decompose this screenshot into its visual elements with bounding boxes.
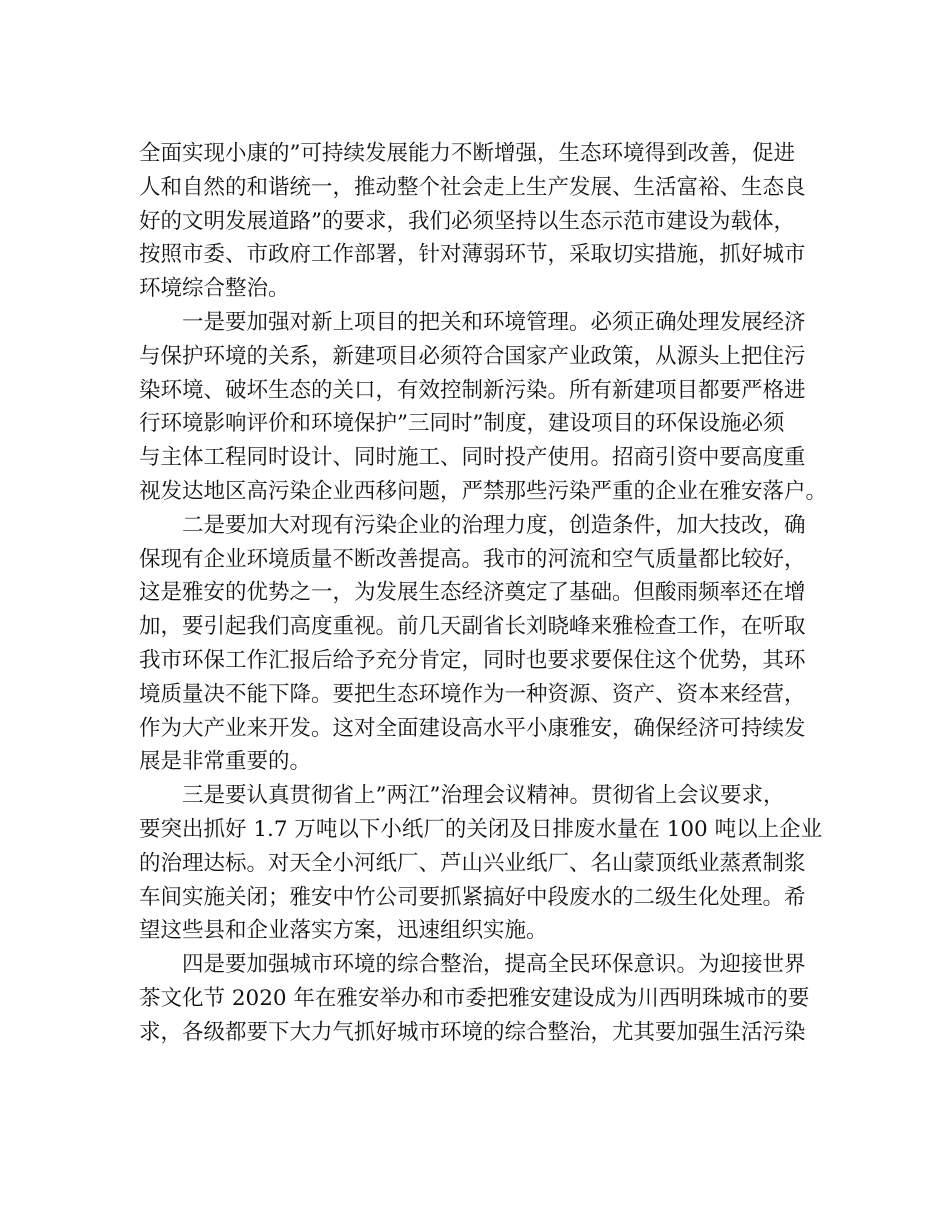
text-line: 人和自然的和谐统一，推动整个社会走上生产发展、生活富裕、生态良 bbox=[139, 174, 806, 200]
text-line: 染环境、破坏生态的关口，有效控制新污染。所有新建项目都要严格进 bbox=[139, 377, 806, 403]
text-line: 一是要加强对新上项目的把关和环境管理。必须正确处理发展经济 bbox=[182, 309, 806, 335]
paragraph bbox=[139, 779, 829, 948]
text-line: 作为大产业来开发。这对全面建设高水平小康雅安，确保经济可持续发 bbox=[139, 715, 806, 741]
text-line: 二是要加大对现有污染企业的治理力度，创造条件，加大技改，确 bbox=[182, 512, 806, 538]
text-line: 环境综合整治。 bbox=[139, 276, 290, 302]
text-line: 加，要引起我们高度重视。前几天副省长刘晓峰来雅检查工作，在听取 bbox=[139, 614, 806, 640]
text-line: 与保护环境的关系，新建项目必须符合国家产业政策，从源头上把住污 bbox=[139, 343, 806, 369]
text-line: 茶文化节 2020 年在雅安举办和市委把雅安建设成为川西明珠城市的要 bbox=[139, 985, 810, 1011]
text-line: 行环境影响评价和环境保护”三同时”制度，建设项目的环保设施必须 bbox=[139, 411, 785, 437]
text-line: 我市环保工作汇报后给予充分肯定，同时也要求要保住这个优势，其环 bbox=[139, 647, 806, 673]
paragraph bbox=[139, 948, 829, 1049]
paragraph bbox=[139, 509, 829, 779]
paragraph bbox=[139, 137, 829, 306]
text-line: 要突出抓好 1.7 万吨以下小纸厂的关闭及日排废水量在 100 吨以上企业 bbox=[139, 816, 823, 842]
text-line: 视发达地区高污染企业西移问题，严禁那些污染严重的企业在雅安落户。 bbox=[139, 478, 828, 504]
paragraph bbox=[139, 306, 829, 509]
text-line: 车间实施关闭；雅安中竹公司要抓紧搞好中段废水的二级生化处理。希 bbox=[139, 884, 806, 910]
text-line: 按照市委、市政府工作部署，针对薄弱环节，采取切实措施，抓好城市 bbox=[139, 242, 806, 268]
text-line: 三是要认真贯彻省上”两江”治理会议精神。贯彻省上会议要求， bbox=[182, 783, 785, 809]
text-line: 的治理达标。对天全小河纸厂、芦山兴业纸厂、名山蒙顶纸业蒸煮制浆 bbox=[139, 850, 806, 876]
text-line: 四是要加强城市环境的综合整治，提高全民环保意识。为迎接世界 bbox=[182, 952, 806, 978]
text-line: 这是雅安的优势之一，为发展生态经济奠定了基础。但酸雨频率还在增 bbox=[139, 580, 806, 606]
text-line: 展是非常重要的。 bbox=[139, 749, 312, 775]
text-line: 好的文明发展道路”的要求，我们必须坚持以生态示范市建设为载体， bbox=[139, 208, 795, 234]
text-line: 与主体工程同时设计、同时施工、同时投产使用。招商引资中要高度重 bbox=[139, 445, 806, 471]
document-body bbox=[139, 137, 829, 1050]
text-line: 保现有企业环境质量不断改善提高。我市的河流和空气质量都比较好， bbox=[139, 546, 806, 572]
text-line: 境质量决不能下降。要把生态环境作为一种资源、资产、资本来经营， bbox=[139, 681, 806, 707]
text-line: 求，各级都要下大力气抓好城市环境的综合整治，尤其要加强生活污染 bbox=[139, 1019, 806, 1045]
text-line: 望这些县和企业落实方案，迅速组织实施。 bbox=[139, 918, 548, 944]
text-line: 全面实现小康的”可持续发展能力不断增强，生态环境得到改善，促进 bbox=[139, 141, 795, 166]
